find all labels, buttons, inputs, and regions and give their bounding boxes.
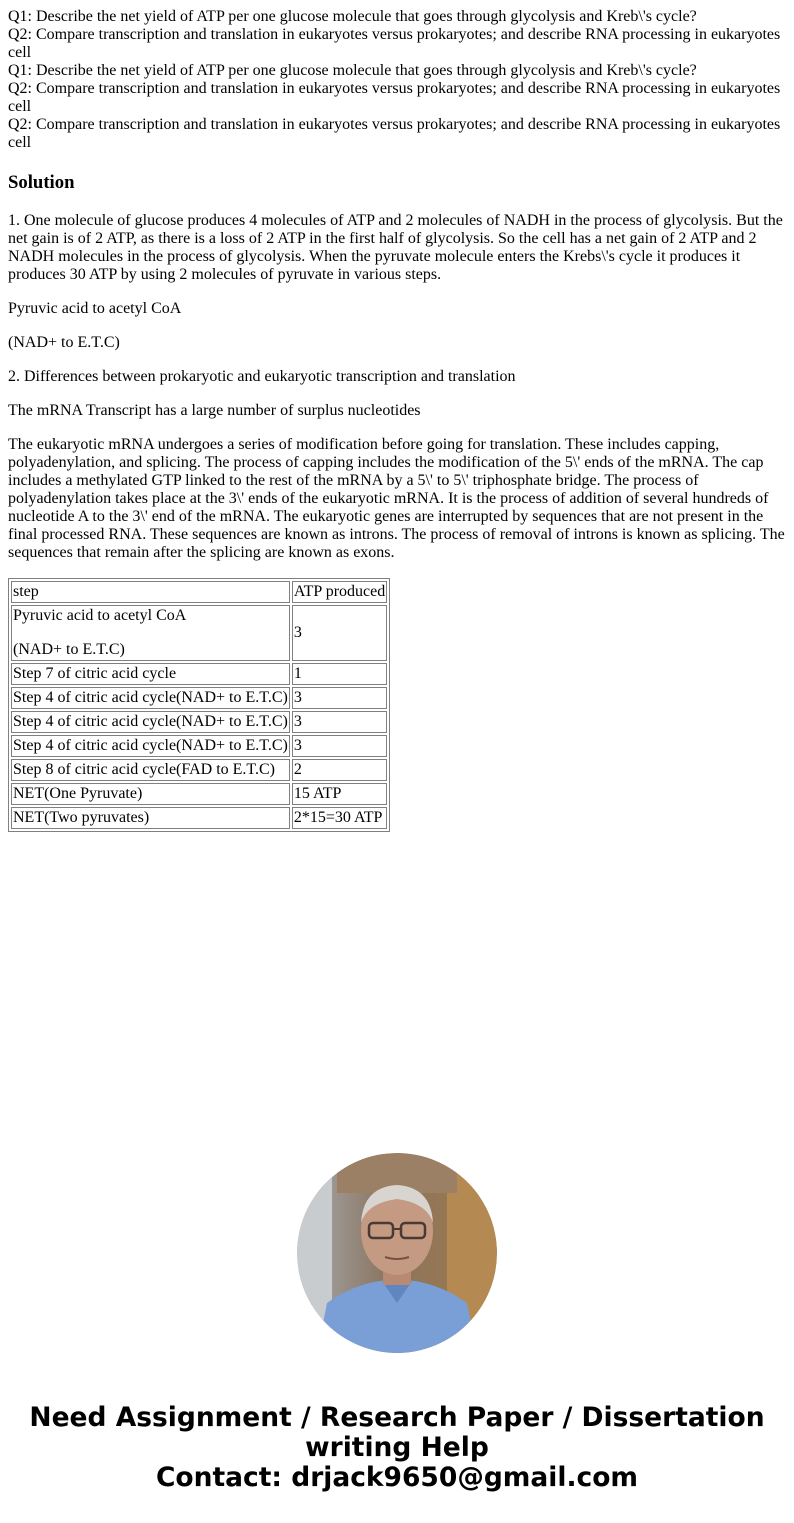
solution-paragraph: (NAD+ to E.T.C) [8, 334, 120, 351]
table-header-cell: step [11, 581, 290, 603]
table-cell: 3 [292, 711, 387, 733]
promo-banner [0, 1153, 794, 1493]
table-cell: 15 ATP [292, 783, 387, 805]
table-cell: NET(One Pyruvate) [11, 783, 290, 805]
table-cell: Step 4 of citric acid cycle(NAD+ to E.T.C) [11, 687, 290, 709]
table-row [11, 711, 387, 733]
question-line: Q1: Describe the net yield of ATP per one glucose molecule that goes through glycolysis and Kreb\'s cycle? [8, 8, 697, 25]
table-row [11, 759, 387, 781]
table-header-cell: ATP produced [292, 581, 387, 603]
table-cell: 3 [292, 735, 387, 757]
promo-contact: Contact: drjack9650@gmail.com [155, 1462, 639, 1493]
table-row [11, 687, 387, 709]
solution-paragraph: 1. One molecule of glucose produces 4 molecules of ATP and 2 molecules of NADH in the process of glycolysis. But the net gain is of 2 ATP, as there is a loss of 2 ATP in the first half of glycolysis. So the cell has a net gain of 2 ATP and 2 NADH molecules in the process of glycolysis. When the pyruvate molecule enters the Krebs\'s cycle it produces it produces 30 ATP by using 2 molecules of pyruvate in various steps. [8, 212, 783, 283]
table-cell-line: (NAD+ to E.T.C) [13, 641, 125, 658]
table-row [11, 735, 387, 757]
table-cell: 1 [292, 663, 387, 685]
table-header-row [11, 581, 387, 603]
question-line: Q2: Compare transcription and translation in eukaryotes versus prokaryotes; and describe RNA processing in eukaryotes cell [8, 116, 781, 151]
question-line: Q2: Compare transcription and translation in eukaryotes versus prokaryotes; and describe RNA processing in eukaryotes cell [8, 26, 781, 61]
table-cell: 2 [292, 759, 387, 781]
table-cell [11, 605, 290, 661]
table-cell: Step 4 of citric acid cycle(NAD+ to E.T.C) [11, 711, 290, 733]
solution-heading: Solution [8, 172, 75, 193]
table-row [11, 663, 387, 685]
atp-yield-table [8, 578, 390, 832]
solution-paragraph: Pyruvic acid to acetyl CoA [8, 300, 182, 317]
table-row [11, 807, 387, 829]
table-row [11, 605, 387, 661]
table-cell-line: Pyruvic acid to acetyl CoA [13, 607, 187, 624]
author-photo [297, 1153, 497, 1353]
solution-paragraph: The eukaryotic mRNA undergoes a series of modification before going for translation. These includes capping, polyadenylation, and splicing. The process of capping includes the modification of the 5\' ends of the mRNA. The cap includes a methylated GTP linked to the rest of the mRNA by a 5\' to 5\' triphosphate bridge. The process of polyadenylation takes place at the 3\' ends of the eukaryotic mRNA. It is the process of addition of several hundreds of nucleotide A to the 3\' end of the mRNA. The eukaryotic genes are interrupted by sequences that are not present in the final processed RNA. These sequences are known as introns. The process of removal of introns is known as splicing. The sequences that remain after the splicing are known as exons. [8, 436, 785, 561]
promo-headline: Need Assignment / Research Paper / Dissertation writing Help [29, 1402, 765, 1463]
question-line: Q1: Describe the net yield of ATP per one glucose molecule that goes through glycolysis and Kreb\'s cycle? [8, 62, 697, 79]
table-cell: NET(Two pyruvates) [11, 807, 290, 829]
solution-paragraph: 2. Differences between prokaryotic and eukaryotic transcription and translation [8, 368, 516, 385]
table-cell: 2*15=30 ATP [292, 807, 387, 829]
table-cell: 3 [292, 687, 387, 709]
question-line: Q2: Compare transcription and translation in eukaryotes versus prokaryotes; and describe RNA processing in eukaryotes cell [8, 80, 781, 115]
table-cell: 3 [292, 605, 387, 661]
table-cell: Step 7 of citric acid cycle [11, 663, 290, 685]
table-cell: Step 4 of citric acid cycle(NAD+ to E.T.C) [11, 735, 290, 757]
promo-text [0, 1403, 794, 1493]
table-cell: Step 8 of citric acid cycle(FAD to E.T.C) [11, 759, 290, 781]
solution-paragraph: The mRNA Transcript has a large number of surplus nucleotides [8, 402, 421, 419]
table-row [11, 783, 387, 805]
question-list [8, 8, 786, 152]
